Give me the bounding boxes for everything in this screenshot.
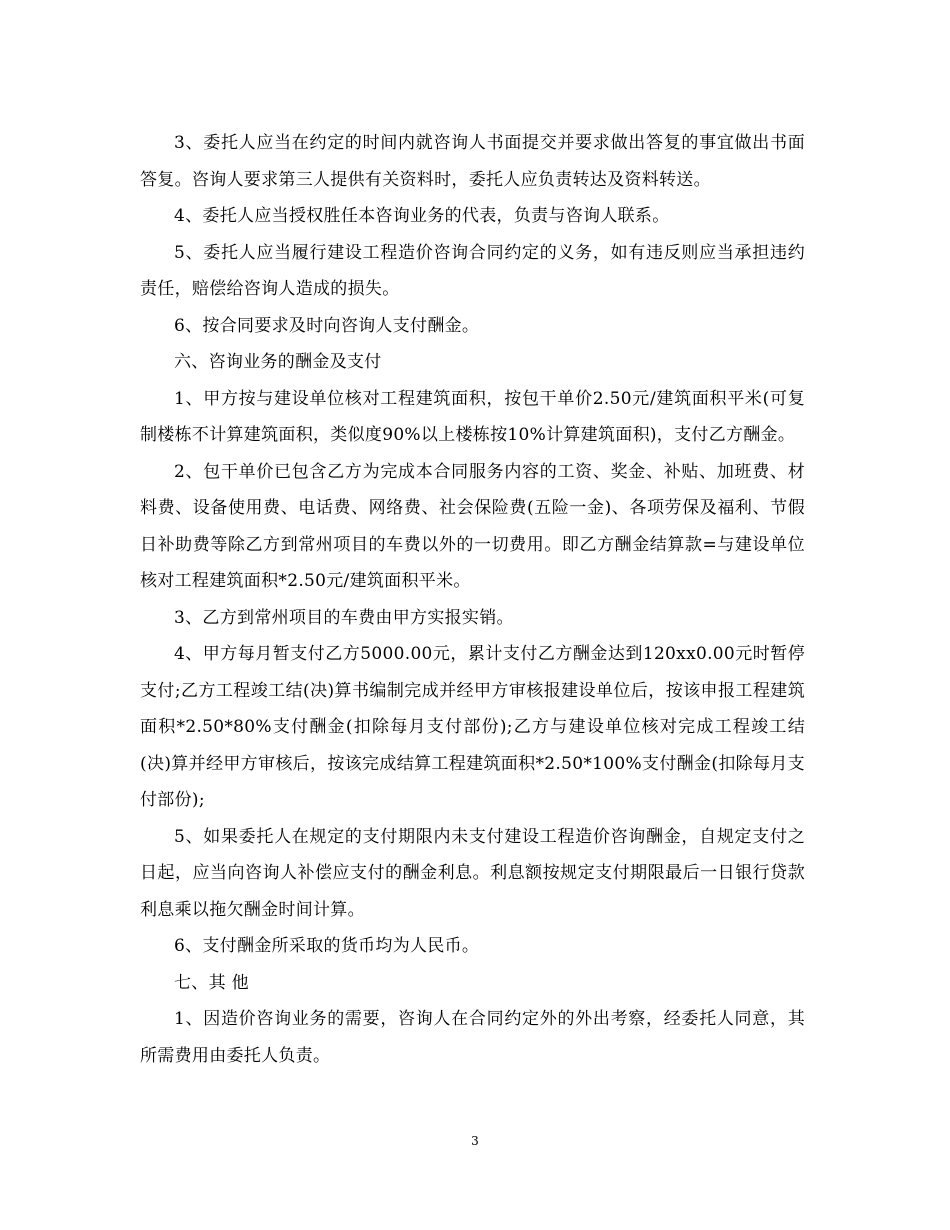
section-heading-fees-payment: 六、咨询业务的酬金及支付 [174,352,382,372]
page-number: 3 [471,1134,479,1148]
paragraph-pay-on-time: 6、按合同要求及时向咨询人支付酬金。 [174,315,480,336]
paragraph-travel-expenses: 3、乙方到常州项目的车费由甲方实报实销。 [174,607,514,628]
section-heading-other: 七、其 他 [174,972,249,993]
paragraph-monthly-payment: 4、甲方每月暂支付乙方5000.00元，累计支付乙方酬金达到120xx0.00元时暂停支付;乙方工程竣工结(决)算书编制完成并经甲方审核报建设单位后，按该申报工程建筑面积*2.50*80%支付酬金(扣除每月支付部份);乙方与建设单位核对完成工程竣工结(决)算并经甲方审核后，按该完成结算工程建筑面积*2.50*100%支付酬金(扣除每月支付部份); [140,644,805,810]
paragraph-client-obligations: 5、委托人应当履行建设工程造价咨询合同约定的义务，如有违反则应当承担违约责任，赔偿给咨询人造成的损失。 [140,242,805,299]
paragraph-late-payment-interest: 5、如果委托人在规定的支付期限内未支付建设工程造价咨询酬金，自规定支付之日起，应当向咨询人补偿应支付的酬金利息。利息额按规定支付期限最后一日银行贷款利息乘以拖欠酬金时间计算。 [140,826,805,920]
paragraph-currency: 6、支付酬金所采取的货币均为人民币。 [174,936,480,956]
paragraph-client-representative: 4、委托人应当授权胜任本咨询业务的代表，负责与咨询人联系。 [174,206,670,226]
document-body [140,125,805,1074]
paragraph-price-inclusions: 2、包干单价已包含乙方为完成本合同服务内容的工资、奖金、补贴、加班费、材料费、设备使用费、电话费、网络费、社会保险费(五险一金)、各项劳保及福利、节假日补助费等除乙方到常州项目的车费以外的一切费用。即乙方酬金结算款=与建设单位核对工程建筑面积*2.50元/建筑面积平米。 [140,461,805,591]
paragraph-client-written-reply: 3、委托人应当在约定的时间内就咨询人书面提交并要求做出答复的事宜做出书面答复。咨询人要求第三人提供有关资料时，委托人应负责转达及资料转送。 [140,133,805,190]
paragraph-field-inspection-costs: 1、因造价咨询业务的需要，咨询人在合同约定外的外出考察，经委托人同意，其所需费用由委托人负责。 [140,1009,805,1066]
paragraph-unit-price: 1、甲方按与建设单位核对工程建筑面积，按包干单价2.50元/建筑面积平米(可复制楼栋不计算建筑面积，类似度90%以上楼栋按10%计算建筑面积)，支付乙方酬金。 [140,388,805,445]
